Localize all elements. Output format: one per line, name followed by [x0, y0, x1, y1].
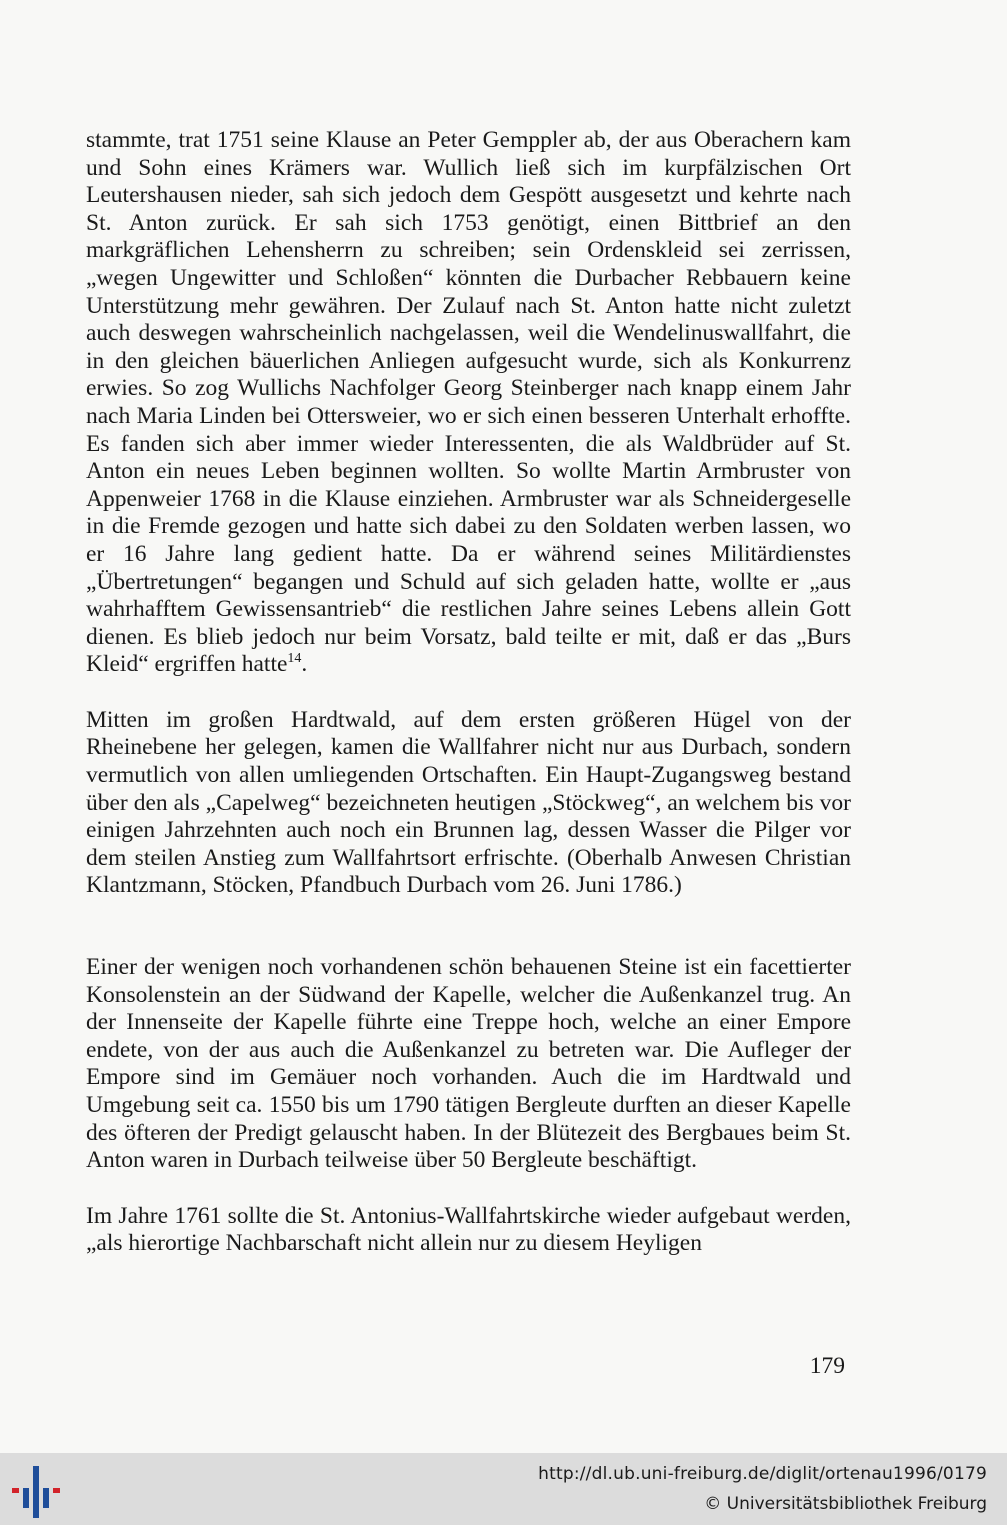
source-url-link[interactable]: http://dl.ub.uni-freiburg.de/diglit/ortenau1996/0179: [538, 1464, 987, 1484]
footnote-marker[interactable]: 14: [287, 651, 302, 667]
ub-freiburg-logo-icon[interactable]: [12, 1466, 64, 1518]
paragraph-2: Mitten im großen Hardtwald, auf dem ersten größeren Hügel von der Rheinebene her gelegen, kamen die Wallfahrer nicht nur aus Durbach, sondern vermutlich von allen umliegenden Ortschaften. Ein Haupt-Zugangsweg bestand über den als „Capelweg“ bezeichneten heutigen „Stöckweg“, an welchem bis vor einigen Jahrzehnten auch noch ein Brunnen lag, dessen Wasser die Pilger vor dem steilen Anstieg zum Wallfahrtsort erfrischte. (Oberhalb Anwesen Christian Klantzmann, Stöcken, Pfandbuch Durbach vom 26. Juni 1786.): [86, 706, 851, 899]
copyright-text: © Universitätsbibliothek Freiburg: [704, 1494, 987, 1514]
paragraph-3: Einer der wenigen noch vorhandenen schön behauenen Steine ist ein facettierter Konsolenstein an der Südwand der Kapelle, welcher die Außenkanzel trug. An der Innenseite der Kapelle führte eine Treppe hoch, welche an einer Empore endete, von der aus auch die Außenkanzel zu betreten war. Die Aufleger der Empore sind im Gemäuer noch vorhanden. Auch die im Hardtwald und Umgebung seit ca. 1550 bis um 1790 tätigen Bergleute durften an dieser Kapelle des öfteren der Predigt gelauscht haben. In der Blütezeit des Bergbaues beim St. Anton waren in Durbach teilweise über 50 Bergleute beschäftigt.: [86, 954, 851, 1174]
page-number: 179: [809, 1353, 845, 1379]
page-body: [86, 127, 851, 1258]
paragraph-1: stammte, trat 1751 seine Klause an Peter Gemppler ab, der aus Oberachern kam und Sohn eines Krämers war. Wullich ließ sich im kurpfälzischen Ort Leutershausen nieder, sah sich jedoch dem Gespött ausgesetzt und kehrte nach St. Anton zurück. Er sah sich 1753 genötigt, einen Bittbrief an den markgräflichen Lehensherrn zu schreiben; sein Ordenskleid sei zerrissen, „wegen Ungewitter und Schloßen“ könnten die Durbacher Rebbauern keine Unterstützung mehr gewähren. Der Zulauf nach St. Anton hatte nicht zuletzt auch deswegen wahrscheinlich nachgelassen, weil die Wendelinuswallfahrt, die in den gleichen bäuerlichen Anliegen aufgesucht wurde, sich als Konkurrenz erwies. So zog Wullichs Nachfolger Georg Steinberger nach knapp einem Jahr nach Maria Linden bei Ottersweier, wo er sich einen besseren Unterhalt erhoffte. Es fanden sich aber immer wieder Interessenten, die als Waldbrüder auf St. Anton ein neues Leben beginnen wollten. So wollte Martin Armbruster von Appenweier 1768 in die Klause einziehen. Armbruster war als Schneidergeselle in die Fremde gezogen und hatte sich dabei zu den Soldaten werben lassen, wo er 16 Jahre lang gedient hatte. Da er während seines Militärdienstes „Übertretungen“ begangen und Schuld auf sich geladen hatte, wollte er „aus wahrhafftem Gewissensantrieb“ die restlichen Jahre seines Lebens allein Gott dienen. Es blieb jedoch nur beim Vorsatz, bald teilte er mit, daß er das „Burs Kleid“ ergriffen hatte$^{14}$.: [86, 127, 851, 678]
paragraph-4: Im Jahre 1761 sollte die St. Antonius-Wallfahrtskirche wieder aufgebaut werden, „als hierortige Nachbarschaft nicht allein nur zu diesem Heyligen: [86, 1202, 851, 1257]
footer-bar: [0, 1453, 1007, 1525]
